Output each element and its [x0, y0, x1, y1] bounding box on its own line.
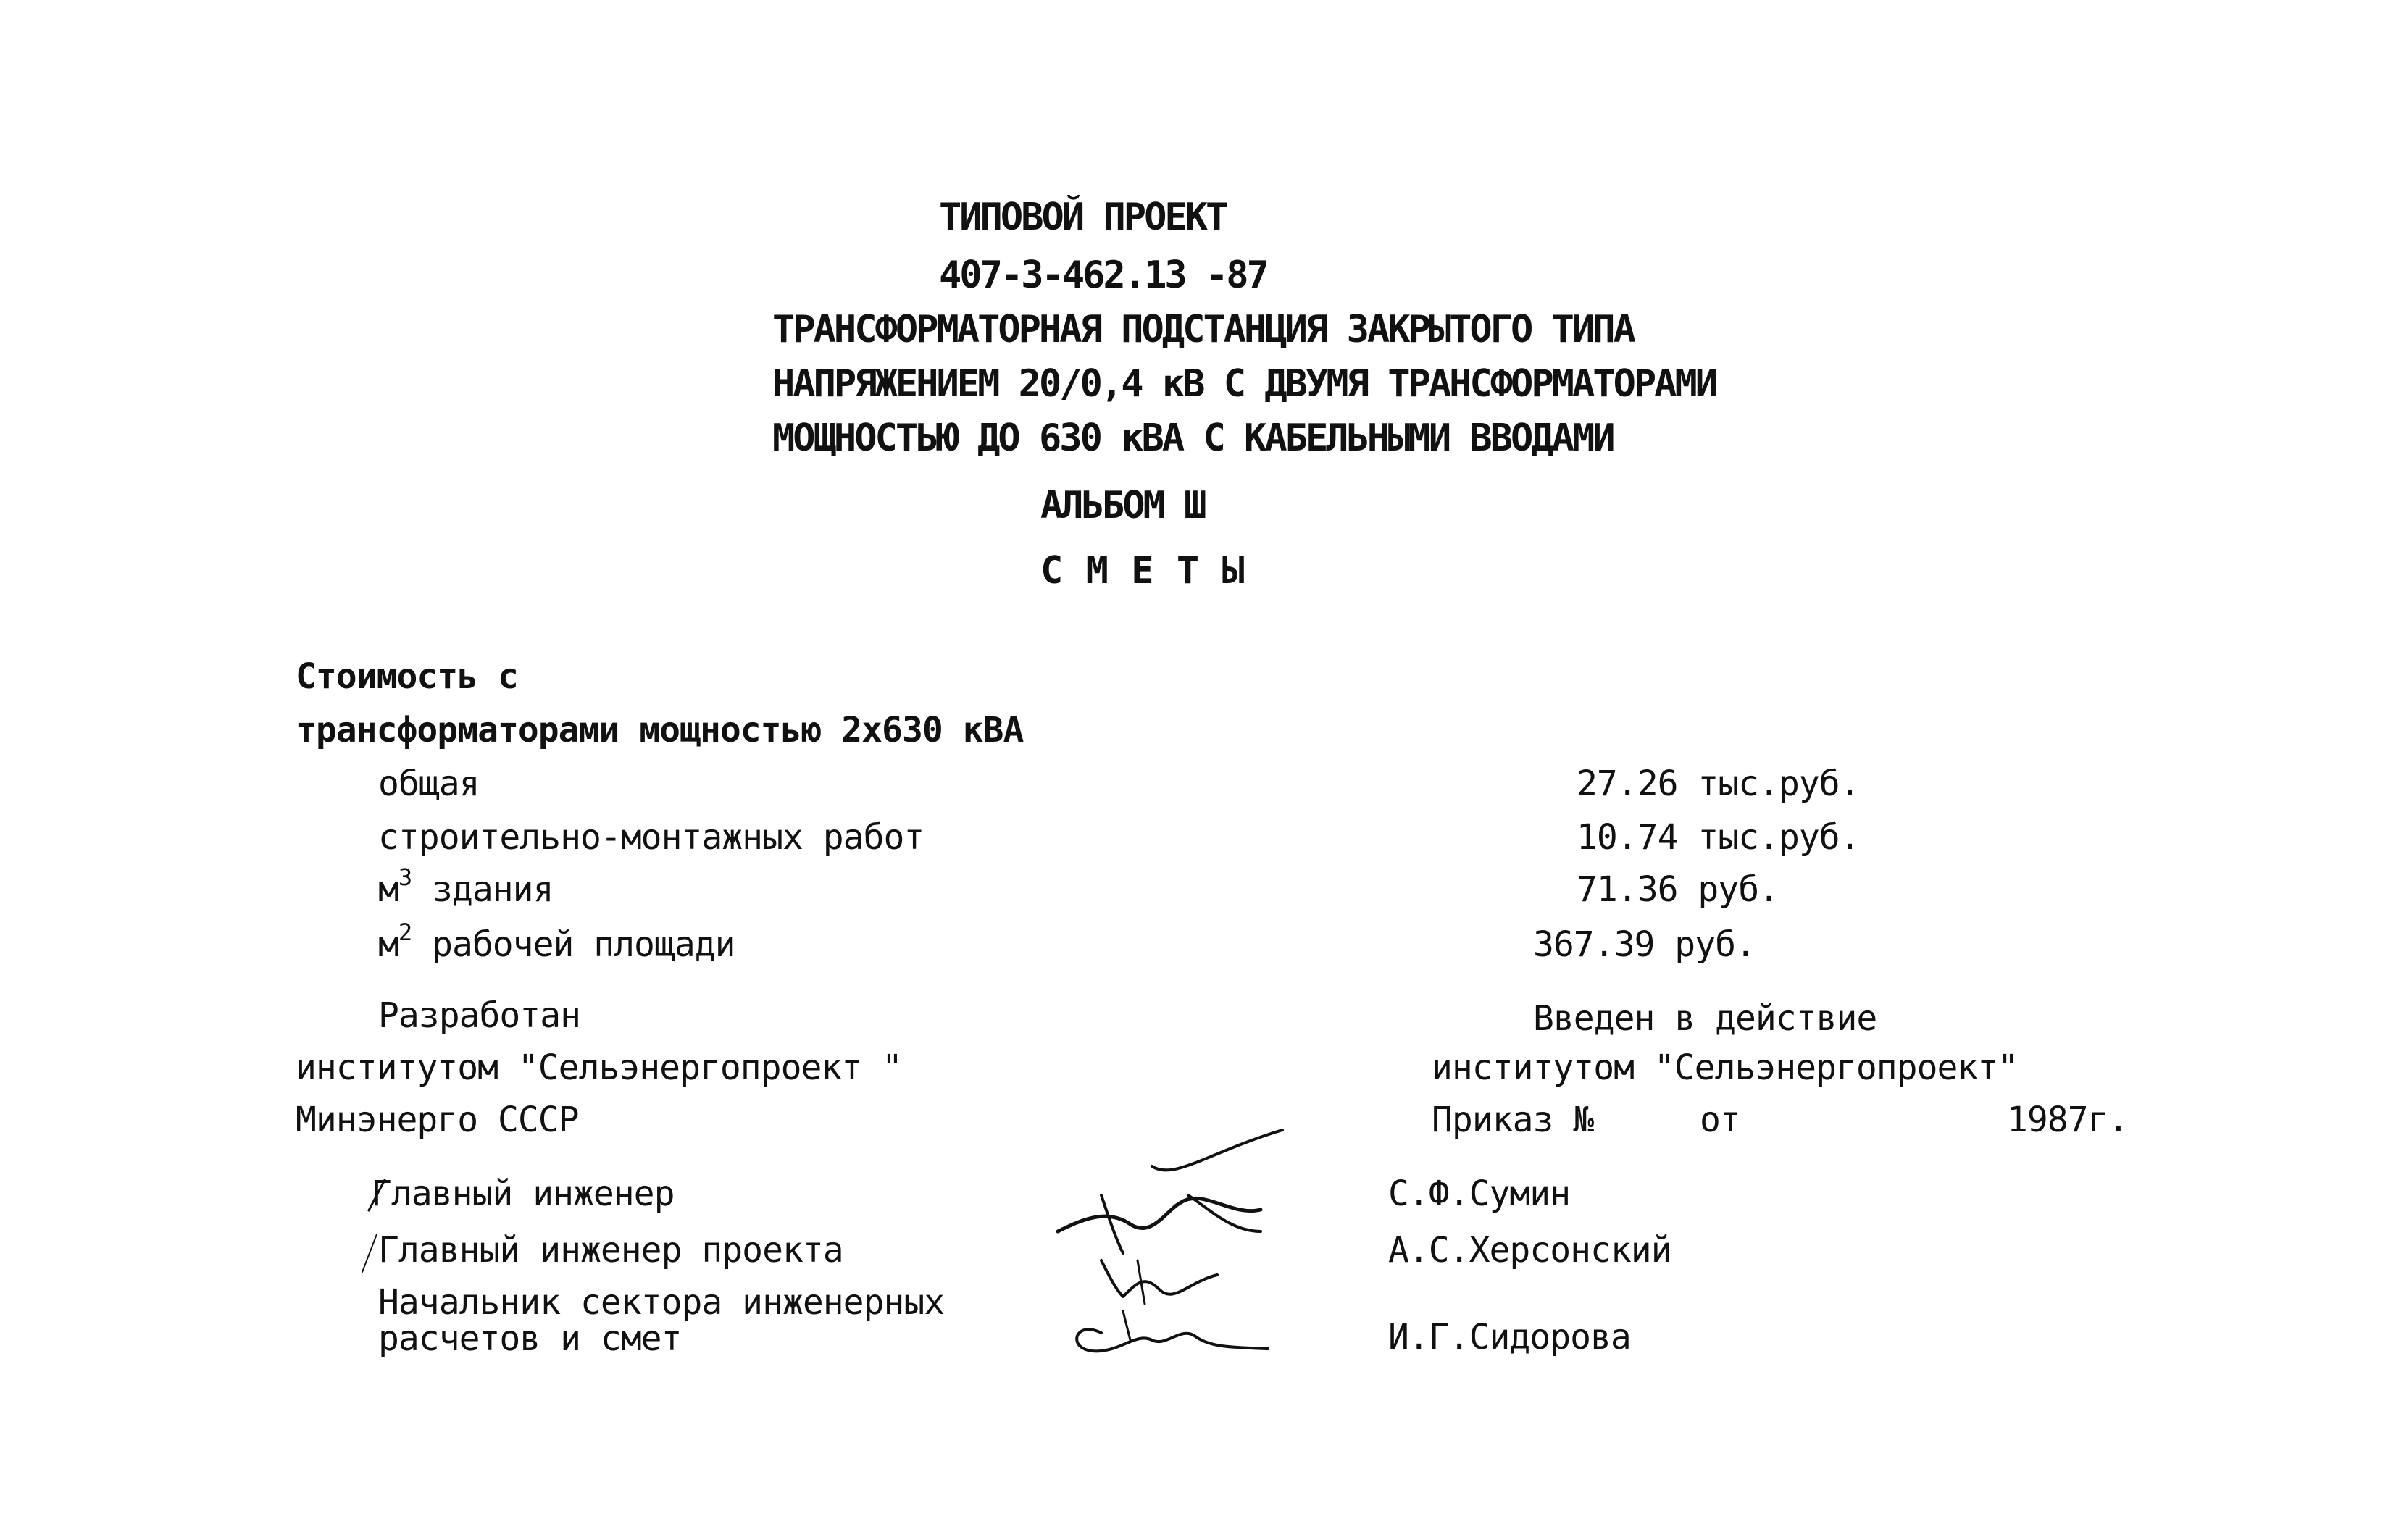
signature-position-sector-head-line-2: расчетов и смет [378, 1318, 682, 1359]
cost-label-per-m3 [378, 863, 554, 910]
enacted-year: 1987г. [2007, 1100, 2129, 1140]
unit-exponent: 2 [398, 918, 412, 946]
signature-2 [1101, 1260, 1217, 1304]
project-title: ТИПОВОЙ ПРОЕКТ [939, 196, 1227, 239]
cost-label-per-m2 [378, 918, 735, 965]
unit-m: м [378, 924, 398, 965]
cost-value-construction: 10.74 тыс.руб. [1577, 817, 1860, 858]
cost-label-text: здания [412, 869, 554, 910]
signature-name-chief-project-engineer: А.С.Херсонский [1388, 1230, 1671, 1271]
signature-3 [1077, 1311, 1268, 1351]
project-subtitle-line-3: МОЩНОСТЬЮ ДО 630 кВА С КАБЕЛЬНЫМИ ВВОДАМИ [772, 417, 1614, 460]
check-mark-2 [359, 1231, 381, 1275]
unit-m: м [378, 869, 398, 910]
cost-value-per-m3: 71.36 руб. [1577, 869, 1779, 910]
signature-position-chief-engineer: Главный инженер [371, 1173, 675, 1214]
signature-name-chief-engineer: С.Ф.Сумин [1388, 1173, 1571, 1214]
project-subtitle-line-1: ТРАНСФОРМАТОРНАЯ ПОДСТАНЦИЯ ЗАКРЫТОГО ТИПА [772, 308, 1634, 351]
cost-label-text: рабочей площади [412, 924, 735, 965]
cost-label-total: общая [378, 763, 480, 804]
developed-label: Разработан [378, 995, 580, 1036]
cost-intro-line-2: трансформаторами мощностью 2х630 кВА [296, 710, 1024, 750]
project-subtitle-line-2: НАПРЯЖЕНИЕМ 20/0,4 кВ С ДВУМЯ ТРАНСФОРМАТОРАМИ [772, 362, 1716, 406]
enacted-institute: институтом "Сельэнергопроект" [1432, 1047, 2019, 1088]
signature-position-chief-project-engineer: Главный инженер проекта [378, 1230, 843, 1271]
enacted-from-label: от [1700, 1100, 1740, 1140]
signature-1 [1058, 1130, 1282, 1253]
unit-exponent: 3 [398, 863, 412, 891]
cost-value-total: 27.26 тыс.руб. [1577, 763, 1860, 804]
project-code: 407-3-462.13 -87 [939, 254, 1267, 297]
signature-position-sector-head-line-1: Начальник сектора инженерных [378, 1282, 945, 1323]
enacted-order-label: Приказ № [1432, 1100, 1594, 1140]
developed-institute: институтом "Сельэнергопроект " [296, 1047, 902, 1088]
section-title: С М Е Т Ы [1040, 549, 1245, 593]
album-label: АЛЬБОМ Ш [1040, 484, 1205, 527]
signature-name-sector-head: И.Г.Сидорова [1388, 1317, 1631, 1357]
enacted-label: Введен в действие [1533, 998, 1877, 1039]
cost-intro-line-1: Стоимость с [296, 656, 518, 697]
developed-ministry: Минэнерго СССР [296, 1100, 579, 1140]
handwritten-signatures [1043, 1123, 1319, 1369]
check-mark-1 [366, 1177, 388, 1213]
cost-value-per-m2: 367.39 руб. [1533, 924, 1756, 965]
cost-label-construction: строительно-монтажных работ [378, 817, 924, 858]
